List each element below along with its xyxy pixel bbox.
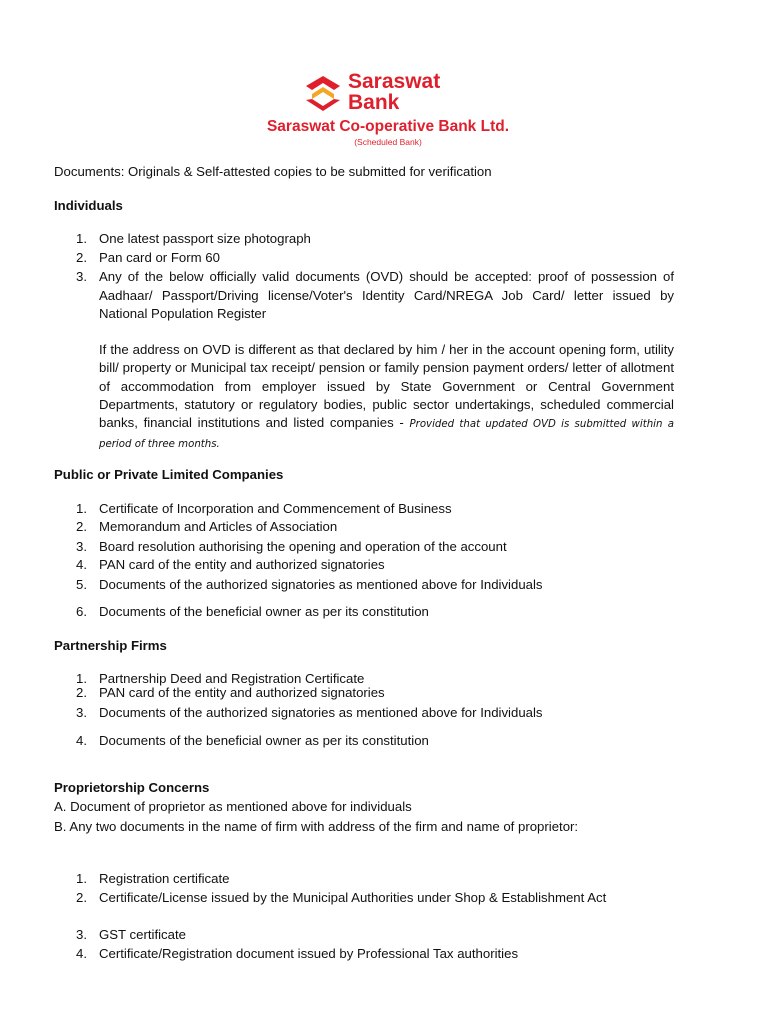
list-number: 2. [76,250,87,265]
list-number: 3. [76,269,87,284]
list-number: 2. [76,685,87,700]
companies-heading: Public or Private Limited Companies [54,467,284,482]
list-item: PAN card of the entity and authorized signatories [99,685,385,700]
list-item: Documents of the authorized signatories as mentioned above for Individuals [99,577,543,592]
list-item: One latest passport size photograph [99,231,311,246]
list-number: 3. [76,705,87,720]
list-item: Partnership Deed and Registration Certificate [99,671,365,686]
ovd-note-italic: Provided that updated OVD is submitted within a period of three months. [99,419,674,451]
list-item: Certificate/Registration document issued by Professional Tax authorities [99,946,519,961]
brand-line-1: Saraswat [348,70,441,93]
list-item: Documents of the authorized signatories as mentioned above for Individuals [99,705,543,720]
list-item: Any of the below officially valid documents (OVD) should be accepted: proof of possession of Aadhaar/ Passport/Driving license/Voter's Identity Card/NREGA Job Card/ letter issued by National Population Register [99,269,674,322]
list-item: Board resolution authorising the opening and operation of the account [99,539,507,554]
list-item: PAN card of the entity and authorized signatories [99,557,385,572]
list-number: 4. [76,946,87,961]
ovd-note-text: If the address on OVD is different as that declared by him / her in the account opening form, utility bill/ property or Municipal tax receipt/ pension or family pension payment orders/ letter of allotment of accommodation from employer issued by State Government or Central Government Departments, statutory or regulatory bodies, public sector undertakings, scheduled commercial banks, financial institutions and listed companies - [99,342,674,431]
list-item: Registration certificate [99,871,230,886]
list-number: 1. [76,231,87,246]
list-number: 1. [76,671,87,686]
brand-name [348,71,440,113]
list-item: Certificate/License issued by the Municipal Authorities under Shop & Establishment Act [99,890,607,905]
bank-full-name: Saraswat Co-operative Bank Ltd. [266,118,510,135]
list-number: 3. [76,539,87,554]
list-number: 5. [76,577,87,592]
proprietorship-heading: Proprietorship Concerns [54,780,210,795]
list-item: Memorandum and Articles of Association [99,519,338,534]
ovd-address-note [99,341,674,455]
proprietorship-line-b: B. Any two documents in the name of firm with address of the firm and name of proprietor: [54,819,579,834]
intro-text: Documents: Originals & Self-attested copies to be submitted for verification [54,164,492,179]
list-item: Documents of the beneficial owner as per its constitution [99,733,429,748]
list-item: GST certificate [99,927,186,942]
brand-line-2: Bank [348,91,400,114]
list-number: 4. [76,733,87,748]
list-number: 2. [76,519,87,534]
list-item: Certificate of Incorporation and Commencement of Business [99,501,452,516]
list-number: 3. [76,927,87,942]
list-number: 2. [76,890,87,905]
proprietorship-line-a: A. Document of proprietor as mentioned above for individuals [54,799,412,814]
list-number: 4. [76,557,87,572]
list-number: 1. [76,501,87,516]
list-item: Pan card or Form 60 [99,250,220,265]
partnership-heading: Partnership Firms [54,638,167,653]
list-number: 6. [76,604,87,619]
list-item: Documents of the beneficial owner as per its constitution [99,604,429,619]
saraswat-logo-icon [304,72,342,112]
individuals-heading: Individuals [54,198,123,213]
list-number: 1. [76,871,87,886]
bank-subtitle: (Scheduled Bank) [354,137,422,147]
